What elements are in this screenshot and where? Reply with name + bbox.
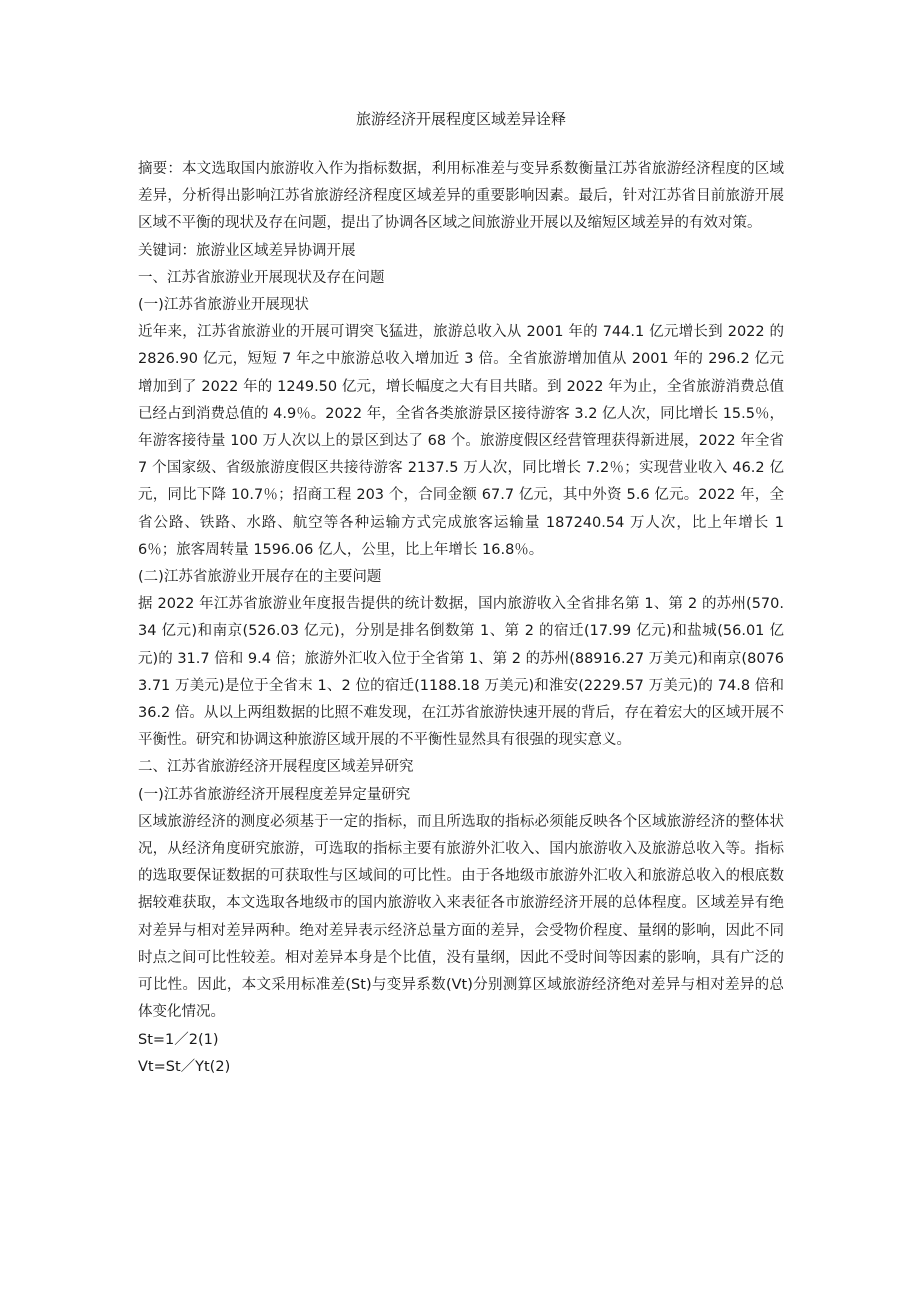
- document-page: [138, 108, 784, 1082]
- section-1-sub-1-body: 近年来，江苏省旅游业的开展可谓突飞猛进，旅游总收入从 2001 年的 744.1 亿元增长到 2022 的 2826.90 亿元，短短 7 年之中旅游总收入增加近 3 倍。全省旅游增加值从 2001 年的 296.2 亿元增加到了 2022 年的 1249.50 亿元，增长幅度之大有目共睹。到 2022 年为止，全省旅游消费总值已经占到消费总值的 4.9％。2022 年，全省各类旅游景区接待游客 3.2 亿人次，同比增长 15.5％，年游客接待量 100 万人次以上的景区到达了 68 个。旅游度假区经营管理获得新进展，2022 年全省 7 个国家级、省级旅游度假区共接待游客 2137.5 万人次，同比增长 7.2％；实现营业收入 46.2 亿元，同比下降 10.7％；招商工程 203 个，合同金额 67.7 亿元，其中外资 5.6 亿元。2022 年，全省公路、铁路、水路、航空等各种运输方式完成旅客运输量 187240.54 万人次，比上年增长 16％；旅客周转量 1596.06 亿人，公里，比上年增长 16.8％。: [138, 324, 784, 558]
- keywords-line: 关键词：旅游业区域差异协调开展: [138, 242, 356, 259]
- section-2-sub-1-body: 区域旅游经济的测度必须基于一定的指标，而且所选取的指标必须能反映各个区域旅游经济的整体状况，从经济角度研究旅游，可选取的指标主要有旅游外汇收入、国内旅游收入及旅游总收入等。指标的选取要保证数据的可获取性与区域间的可比性。由于各地级市旅游外汇收入和旅游总收入的根底数据较难获取，本文选取各地级市的国内旅游收入来表征各市旅游经济开展的总体程度。区域差异有绝对差异与相对差异两种。绝对差异表示经济总量方面的差异，会受物价程度、量纲的影响，因此不同时点之间可比性较差。相对差异本身是个比值，没有量纲，因此不受时间等因素的影响，具有广泛的可比性。因此，本文采用标准差(St)与变异系数(Vt)分别测算区域旅游经济绝对差异与相对差异的总体变化情况。: [138, 813, 784, 1021]
- formula-standard-deviation: St=1／2(1): [138, 1031, 219, 1048]
- formula-variation-coefficient: Vt=St／Yt(2): [138, 1059, 231, 1075]
- abstract-paragraph: 摘要：本文选取国内旅游收入作为指标数据，利用标准差与变异系数衡量江苏省旅游经济程度的区域差异，分析得出影响江苏省旅游经济程度区域差异的重要影响因素。最后，针对江苏省目前旅游开展区域不平衡的现状及存在问题，提出了协调各区域之间旅游业开展以及缩短区域差异的有效对策。: [138, 161, 784, 232]
- section-1-sub-1-heading: (一)江苏省旅游业开展现状: [138, 297, 309, 314]
- section-1-heading: 一、江苏省旅游业开展现状及存在问题: [138, 269, 385, 286]
- section-1-sub-2-body: 据 2022 年江苏省旅游业年度报告提供的统计数据，国内旅游收入全省排名第 1、第 2 的苏州(570.34 亿元)和南京(526.03 亿元)，分别是排名倒数第 1、第 2 的宿迁(17.99 亿元)和盐城(56.01 亿元)的 31.7 倍和 9.4 倍；旅游外汇收入位于全省第 1、第 2 的苏州(88916.27 万美元)和南京(80763.71 万美元)是位于全省末 1、2 位的宿迁(1188.18 万美元)和淮安(2229.57 万美元)的 74.8 倍和 36.2 倍。从以上两组数据的比照不难发现，在江苏省旅游快速开展的背后，存在着宏大的区域开展不平衡性。研究和协调这种旅游区域开展的不平衡性显然具有很强的现实意义。: [138, 596, 784, 749]
- section-1-sub-2-heading: (二)江苏省旅游业开展存在的主要问题: [138, 569, 382, 586]
- section-2-heading: 二、江苏省旅游经济开展程度区域差异研究: [138, 759, 414, 776]
- section-2-sub-1-heading: (一)江苏省旅游经济开展程度差异定量研究: [138, 786, 411, 803]
- document-title: 旅游经济开展程度区域差异诠释: [355, 110, 566, 128]
